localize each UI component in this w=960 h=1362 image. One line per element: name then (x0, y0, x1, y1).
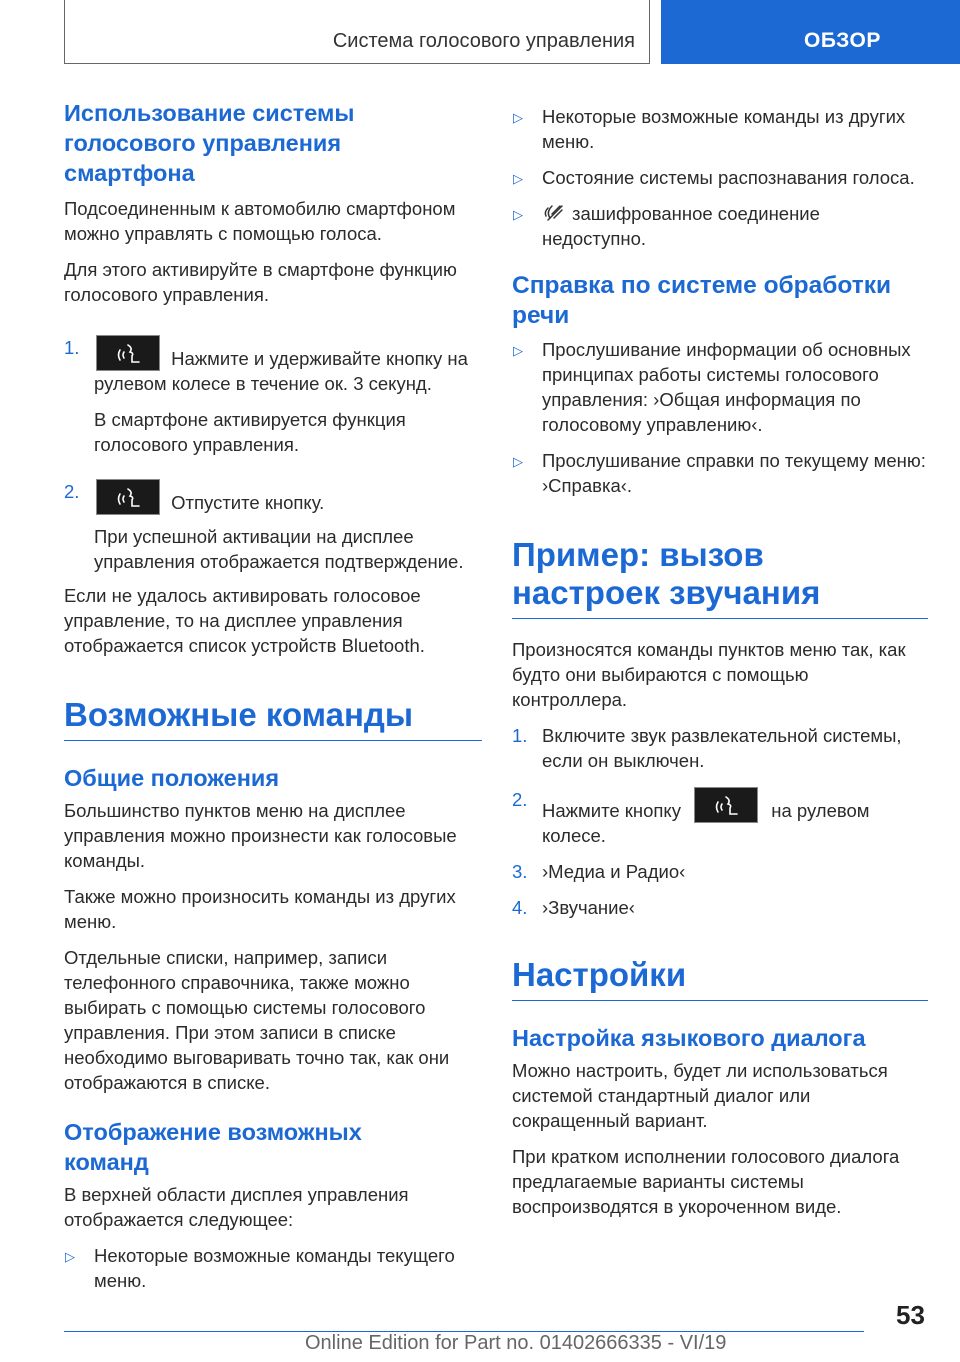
paragraph: Если не удалось активировать голосовое управление, то на дисплее управления отображается список устройств Bluetooth. (64, 585, 425, 656)
paragraph: Можно настроить, будет ли использоваться системой стандартный диалог или сокращенный вариант. (512, 1060, 888, 1131)
paragraph: Для этого активируйте в смартфоне функцию голосового управления. (64, 259, 457, 305)
triangle-bullet-icon: ▷ (513, 207, 523, 222)
bullet-text: Некоторые возможные команды текущего меню. (94, 1245, 455, 1291)
paragraph: Подсоединенным к автомобилю смартфоном можно управлять с помощью голоса. (64, 198, 456, 244)
voice-control-button-icon (694, 787, 758, 823)
step-text-post: на рулевом колесе. (542, 800, 870, 846)
list-item-step-2 (64, 479, 482, 574)
header-tab-overview[interactable] (661, 0, 960, 64)
encryption-off-icon (542, 202, 564, 222)
page-number: 53 (896, 1300, 925, 1330)
list-item-bullet (64, 1243, 482, 1293)
footer-edition: Online Edition for Part no. 01402666335 - VI/19 (305, 1332, 727, 1354)
bullet-text: Прослушивание информации об основных принципах работы системы голосового управления: ›Общая информация по голосовому управлению‹. (542, 339, 911, 435)
paragraph: Также можно произносить команды из других меню. (64, 886, 456, 932)
list-item-bullet (512, 201, 928, 251)
bullet-text: Некоторые возможные команды из других меню. (542, 106, 906, 152)
list-item-bullet (512, 448, 928, 498)
list-item-step-1 (512, 723, 928, 773)
step-result: В смартфоне активируется функция голосового управления. (94, 409, 406, 455)
paragraph: Произносятся команды пунктов меню так, как будто они выбираются с помощью контроллера. (512, 639, 906, 710)
bullet-text: зашифрованное соединение недоступно. (542, 203, 820, 249)
step-number: 3. (512, 861, 528, 882)
step-text: Отпустите кнопку. (171, 492, 325, 513)
heading-general: Общие положения (64, 765, 280, 791)
step-number: 1. (512, 725, 528, 746)
voice-control-button-icon (96, 479, 160, 515)
heading-possible-commands: Возможные команды (64, 696, 482, 741)
step-text: Нажмите и удерживайте кнопку на рулевом колесе в течение ок. 3 секунд. (94, 348, 468, 394)
triangle-bullet-icon: ▷ (513, 110, 523, 125)
heading-language-dialog: Настройка языкового диалога (512, 1025, 866, 1051)
triangle-bullet-icon: ▷ (65, 1249, 75, 1264)
step-result: При успешной активации на дисплее управления отображается подтверждение. (94, 526, 464, 572)
triangle-bullet-icon: ▷ (513, 454, 523, 469)
paragraph: При кратком исполнении голосового диалога предлагаемые варианты системы воспроизводятся в укороченном виде. (512, 1146, 900, 1217)
header-section-title: Система голосового управления (332, 30, 635, 52)
paragraph: Большинство пунктов меню на дисплее управления можно произнести как голосовые команды. (64, 800, 457, 871)
step-number: 1. (64, 337, 80, 358)
triangle-bullet-icon: ▷ (513, 171, 523, 186)
step-number: 2. (512, 789, 528, 810)
voice-control-button-icon (96, 335, 160, 371)
heading-settings: Настройки (512, 956, 928, 1001)
right-column (512, 104, 928, 1219)
step-number: 2. (64, 481, 80, 502)
heading-speech-help: Справка по системе обработки речи (512, 272, 892, 329)
step-text: ›Медиа и Радио‹ (542, 861, 686, 882)
heading-smartphone-voice: Использование системы голосового управления смартфона (64, 100, 355, 186)
bullet-text: Прослушивание справки по текущему меню: ›Справка‹. (542, 450, 926, 496)
heading-example-sound: Пример: вызов настроек звучания (512, 536, 928, 619)
step-text: Включите звук развлекательной системы, если он выключен. (542, 725, 902, 771)
left-column (64, 98, 482, 1293)
triangle-bullet-icon: ▷ (513, 343, 523, 358)
bullet-text: Состояние системы распознавания голоса. (542, 167, 915, 188)
step-number: 4. (512, 897, 528, 918)
heading-display-commands: Отображение возможных команд (64, 1119, 362, 1175)
list-item-step-2 (512, 787, 928, 848)
step-text-pre: Нажмите кнопку (542, 800, 681, 821)
list-item-bullet (512, 337, 928, 437)
list-item-step-3 (512, 859, 928, 884)
step-text: ›Звучание‹ (542, 897, 635, 918)
paragraph: Отдельные списки, например, записи телефонного справочника, также можно выбирать с помощью системы голосового управления. При этом записи в списке необходимо выговаривать точно так, как они отображаются в списке. (64, 947, 450, 1093)
header-section (64, 0, 650, 64)
list-item-bullet (512, 165, 928, 190)
list-item-step-1 (64, 335, 482, 457)
header-tab-label: ОБЗОР (804, 29, 881, 52)
list-item-step-4 (512, 895, 928, 920)
list-item-bullet (512, 104, 928, 154)
paragraph: В верхней области дисплея управления отображается следующее: (64, 1184, 409, 1230)
